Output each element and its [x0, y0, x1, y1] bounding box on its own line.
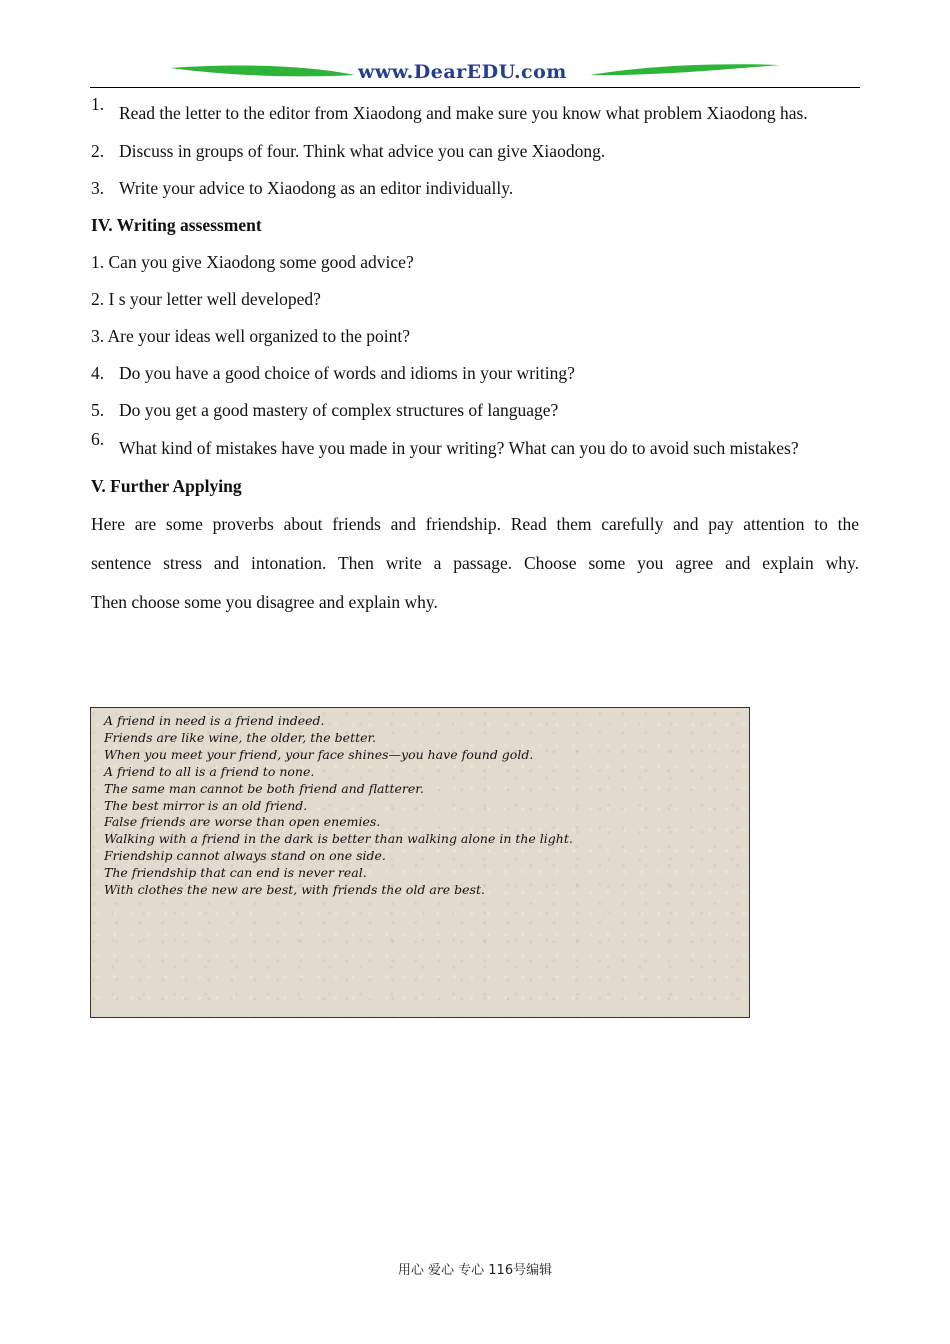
assessment-text: Do you get a good mastery of complex structures of language? [119, 400, 559, 420]
step-item [91, 133, 859, 170]
assessment-item [91, 429, 859, 468]
document-body [91, 94, 859, 622]
header-rule [90, 87, 860, 88]
assessment-text: What kind of mistakes have you made in your writing? What can you do to avoid such mistakes? [119, 438, 799, 458]
step-number: 2. [91, 141, 105, 161]
writing-assessment-heading: IV. Writing assessment [91, 215, 262, 235]
assessment-text: Do you have a good choice of words and idioms in your writing? [119, 363, 575, 383]
proverb: When you meet your friend, your face shines—you have found gold. [104, 746, 534, 762]
proverb: False friends are worse than open enemies. [104, 814, 381, 830]
proverb: The same man cannot be both friend and flatterer. [104, 780, 424, 796]
proverbs-image [90, 707, 750, 1018]
proverb: The best mirror is an old friend. [104, 797, 308, 813]
applying-paragraph-line: Then choose some you disagree and explain why. [91, 592, 438, 612]
step-item [91, 94, 859, 133]
site-url: www.DearEDU.com [358, 61, 567, 83]
assessment-number: 6. [91, 429, 105, 449]
assessment-number: 5. [91, 400, 105, 420]
proverb-list [104, 713, 573, 899]
step-text: Write your advice to Xiaodong as an editor individually. [119, 178, 514, 198]
assessment-item: 1. Can you give Xiaodong some good advice? [91, 252, 414, 272]
proverb: The friendship that can end is never real. [104, 865, 367, 881]
assessment-number: 4. [91, 363, 105, 383]
applying-paragraph-line: sentence stress and intonation. Then write a passage. Choose some you agree and explain why. [91, 553, 859, 573]
assessment-item: 2. I s your letter well developed? [91, 289, 321, 309]
page-header [90, 58, 860, 88]
further-applying-heading: V. Further Applying [91, 476, 242, 496]
page-footer: 用心 爱心 专心 116号编辑 [397, 1263, 553, 1278]
proverb: A friend in need is a friend indeed. [104, 713, 325, 728]
assessment-item [91, 392, 859, 429]
step-number: 3. [91, 178, 105, 198]
step-number: 1. [91, 94, 105, 114]
assessment-item [91, 355, 859, 392]
proverb: Walking with a friend in the dark is better than walking alone in the light. [104, 831, 573, 847]
proverb: Friendship cannot always stand on one side. [104, 848, 386, 864]
applying-paragraph-line: Here are some proverbs about friends and friendship. Read them carefully and pay attention to the [91, 514, 859, 534]
step-item [91, 170, 859, 207]
proverb: With clothes the new are best, with friends the old are best. [104, 882, 485, 898]
step-text: Read the letter to the editor from Xiaodong and make sure you know what problem Xiaodong has. [119, 103, 808, 123]
proverb: A friend to all is a friend to none. [104, 763, 315, 779]
proverb: Friends are like wine, the older, the better. [104, 729, 377, 745]
step-text: Discuss in groups of four. Think what advice you can give Xiaodong. [119, 141, 606, 161]
assessment-item: 3. Are your ideas well organized to the point? [91, 326, 410, 346]
